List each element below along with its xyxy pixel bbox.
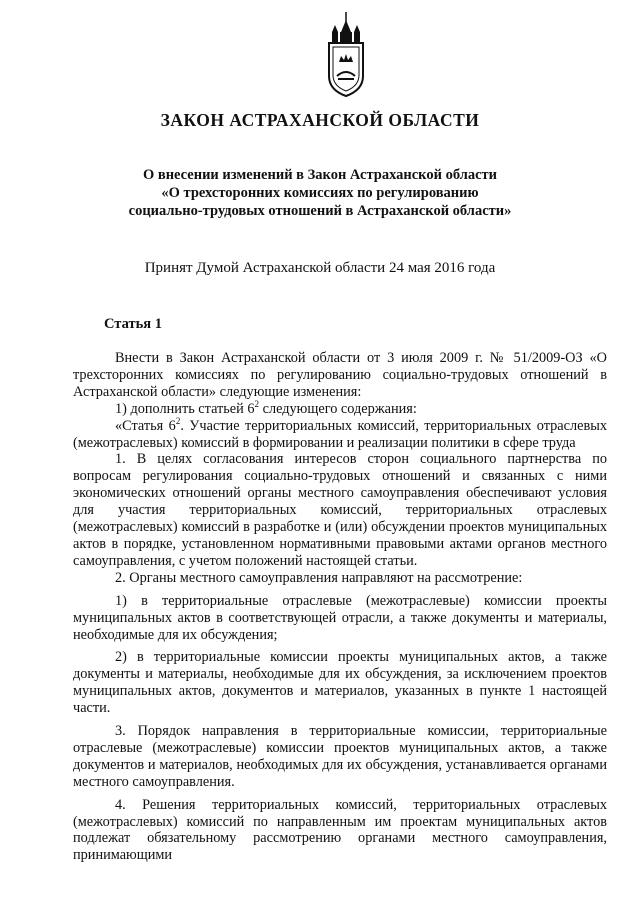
- amendment-item-1: [73, 398, 607, 418]
- item1-text: 1) дополнить статьей 6: [115, 400, 255, 417]
- law-title: ЗАКОН АСТРАХАНСКОЙ ОБЛАСТИ: [160, 110, 480, 130]
- amendment-title-line: «О трехсторонних комиссиях по регулированию: [161, 185, 479, 201]
- paragraph-3: 3. Порядок направления в территориальные комиссии, территориальные отраслевые (межотраслевые) комиссии проектов муниципальных актов, а также документов и материалов, необходимых для их обсуждения, устанавливается органами местного самоуправления.: [73, 723, 607, 790]
- paragraph-4: 4. Решения территориальных комиссий, территориальных отраслевых (межотраслевых) комиссий по направленным им проектам муниципальных актов подлежат обязательному рассмотрению органами местного самоуправления, принимающими: [73, 796, 607, 864]
- article-intro: Внести в Закон Астраханской области от 3 июля 2009 г. № 51/2009-ОЗ «О трехсторонних комиссиях по регулированию социально-трудовых отношений в Астраханской области» следующие изменения:: [73, 350, 607, 400]
- paragraph-2-item-2: 2) в территориальные комиссии проекты муниципальных актов, а также документы и материалы, необходимые для их обсуждения, за исключением проектов муниципальных актов, документов и материалов, указанных в пункте 1 настоящей части.: [73, 649, 607, 717]
- amendment-title-line: социально-трудовых отношений в Астраханской области»: [128, 203, 512, 219]
- adoption-note: Принят Думой Астраханской области 24 мая 2016 года: [144, 260, 496, 276]
- quote-text-end: . Участие территориальных комиссий, территориальных отраслевых (межотраслевых) комиссий в формировании и реализации политики в сфере труда: [73, 417, 607, 451]
- quote-sup: 2: [175, 415, 181, 426]
- astrakhan-coat-of-arms-icon: [322, 10, 370, 98]
- item1-text-end: следующего содержания:: [259, 400, 417, 417]
- paragraph-2: 2. Органы местного самоуправления направляют на рассмотрение:: [115, 569, 523, 586]
- paragraph-1: 1. В целях согласования интересов сторон социального партнерства по вопросам регулирования социально-трудовых отношений и связанных с ними экономических отношений органы местного самоуправления обеспечивают условия для участия территориальных комиссий, территориальных отраслевых (межотраслевых) комиссий в разработке и (или) обсуждении проектов муниципальных актов в порядке, установленном нормативными правовыми актами органов местного самоуправления, с учетом положений настоящей статьи.: [73, 451, 607, 569]
- amendment-title: [0, 166, 640, 220]
- article-heading: Статья 1: [104, 316, 162, 332]
- paragraph-2-item-1: 1) в территориальные отраслевые (межотраслевые) комиссии проекты муниципальных актов в соответствующей отрасли, а также документы и материалы, необходимые для их обсуждения;: [73, 592, 607, 643]
- quoted-article-title: [73, 415, 607, 452]
- article-body: [73, 350, 607, 864]
- item1-sup: 2: [254, 398, 260, 409]
- amendment-title-line: О внесении изменений в Закон Астраханской области: [142, 167, 498, 183]
- quote-text: «Статья 6: [115, 417, 176, 434]
